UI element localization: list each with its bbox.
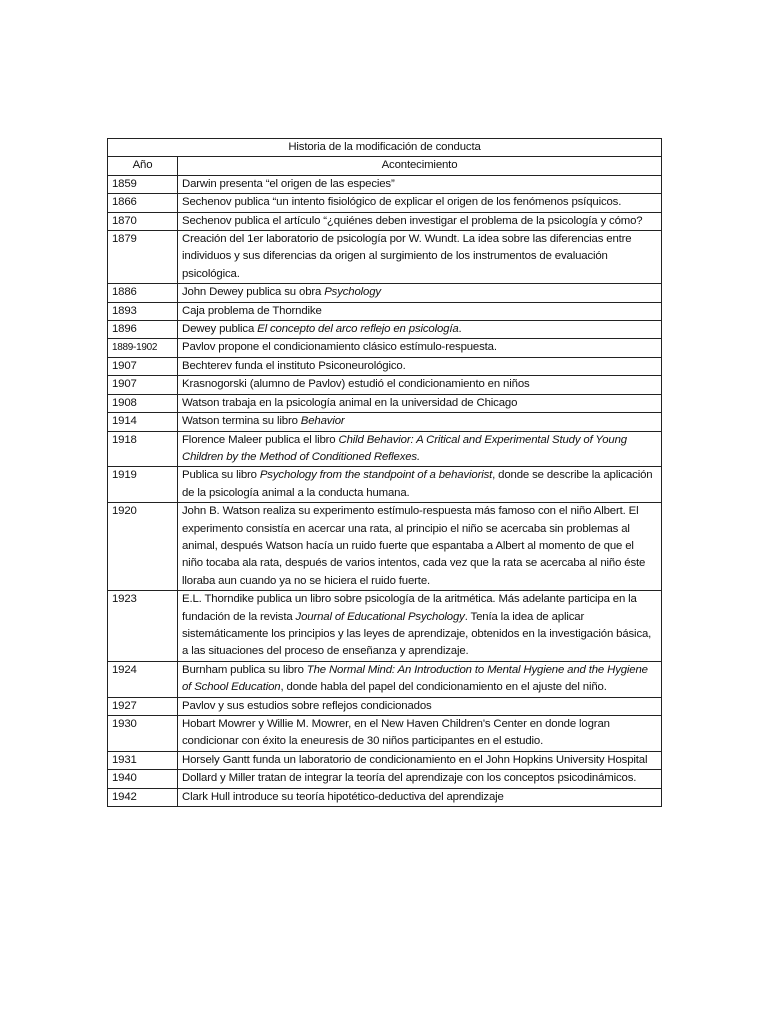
table-row	[108, 302, 662, 320]
event-cell	[178, 661, 662, 697]
event-text: Burnham publica su libro	[182, 663, 307, 676]
year-cell: 1893	[108, 302, 178, 320]
year-cell: 1866	[108, 194, 178, 212]
table-row	[108, 751, 662, 769]
table-row	[108, 212, 662, 230]
year-cell: 1870	[108, 212, 178, 230]
event-cell	[178, 339, 662, 357]
year-cell: 1920	[108, 503, 178, 591]
event-column-header: Acontecimiento	[178, 157, 662, 175]
table-row	[108, 591, 662, 662]
event-text: John B. Watson realiza su experimento estímulo-respuesta más famoso con el niño Albert. El experimento consistía en acercar una rata, al principio el niño se acercaba sin problemas al animal, después Watson hacía un ruido fuerte que espantaba a Albert al momento de que el niño tocaba ala rata, después de varios intentos, cada vez que la rata se acercaba al niño éste lloraba aun cuando ya no se hiciera el ruido fuerte.	[182, 505, 646, 587]
event-text: Watson trabaja en la psicología animal en la universidad de Chicago	[182, 396, 518, 409]
event-cell	[178, 284, 662, 302]
event-title-text: Psychology from the standpoint of a behaviorist	[259, 469, 493, 482]
year-cell: 1924	[108, 661, 178, 697]
year-cell: 1940	[108, 770, 178, 788]
table-row	[108, 284, 662, 302]
table-row	[108, 357, 662, 375]
event-text: Pavlov y sus estudios sobre reflejos condicionados	[182, 699, 432, 712]
table-row	[108, 413, 662, 431]
table-row	[108, 231, 662, 284]
year-cell: 1889-1902	[108, 339, 178, 357]
event-cell	[178, 431, 662, 467]
event-cell	[178, 175, 662, 193]
year-cell: 1931	[108, 751, 178, 769]
event-cell	[178, 212, 662, 230]
event-text: E.L. Thorndike publica un libro sobre psicología de la aritmética. Más adelante participa en la fundación de la revista	[182, 593, 637, 623]
event-cell	[178, 788, 662, 806]
event-text: .	[458, 323, 462, 336]
event-text: Darwin presenta “el origen de las especies”	[182, 177, 395, 190]
event-cell	[178, 357, 662, 375]
event-text: , donde se describe la aplicación de la psicología animal a la conducta humana.	[182, 469, 653, 499]
year-cell: 1923	[108, 591, 178, 662]
table-row	[108, 697, 662, 715]
year-cell: 1919	[108, 467, 178, 503]
table-title: Historia de la modificación de conducta	[108, 139, 662, 157]
year-column-header: Año	[108, 157, 178, 175]
event-cell	[178, 376, 662, 394]
event-text: Krasnogorski (alumno de Pavlov) estudió el condicionamiento en niños	[182, 378, 530, 391]
year-cell: 1927	[108, 697, 178, 715]
event-title-text: The Normal Mind: An Introduction to Mental Hygiene and the Hygiene of School Education	[182, 663, 648, 694]
table-header-row	[108, 157, 662, 175]
event-cell	[178, 716, 662, 752]
event-cell	[178, 770, 662, 788]
table-row	[108, 175, 662, 193]
event-cell	[178, 503, 662, 591]
event-title-text: El concepto del arco reflejo en psicología	[257, 323, 459, 336]
year-cell: 1918	[108, 431, 178, 467]
table-row	[108, 467, 662, 503]
table-row	[108, 376, 662, 394]
event-cell	[178, 231, 662, 284]
event-cell	[178, 321, 662, 339]
event-text: John Dewey publica su obra	[182, 286, 325, 299]
event-title-text: Child Behavior: A Critical and Experimental Study of Young Children by the Method of Conditioned Reflexes.	[182, 433, 627, 463]
event-title-text: Behavior	[300, 415, 345, 428]
table-row	[108, 503, 662, 591]
event-text: Dollard y Miller tratan de integrar la teoría del aprendizaje con los conceptos psicodinámicos.	[182, 772, 637, 785]
year-cell: 1907	[108, 376, 178, 394]
event-text: . Tenía la idea de aplicar sistemáticamente los principios y las leyes de aprendizaje, obtenidos en la investigación básica, a las situaciones del proceso de enseñanza y aprendizaje.	[182, 610, 652, 658]
table-row	[108, 661, 662, 697]
event-cell	[178, 194, 662, 212]
table-row	[108, 339, 662, 357]
event-text: Dewey publica	[182, 323, 258, 336]
event-cell	[178, 751, 662, 769]
event-text: Florence Maleer publica el libro	[182, 433, 339, 446]
table-title-row	[108, 139, 662, 157]
event-text: Watson termina su libro	[182, 415, 301, 428]
event-cell	[178, 394, 662, 412]
event-cell	[178, 413, 662, 431]
event-text: Clark Hull introduce su teoría hipotético-deductiva del aprendizaje	[182, 790, 504, 803]
table-row	[108, 194, 662, 212]
table-body	[108, 175, 662, 806]
event-text: Hobart Mowrer y Willie M. Mowrer, en el New Haven Children's Center en donde logran condicionar con éxito la eneuresis de 30 niños participantes en el estudio.	[182, 718, 610, 748]
event-cell	[178, 467, 662, 503]
history-table	[107, 138, 662, 807]
event-cell	[178, 302, 662, 320]
year-cell: 1914	[108, 413, 178, 431]
year-cell: 1930	[108, 716, 178, 752]
event-text: Sechenov publica el artículo “¿quiénes deben investigar el problema de la psicología y cómo?	[182, 214, 643, 227]
table-row	[108, 431, 662, 467]
event-text: , donde habla del papel del condicionamiento en el ajuste del niño.	[280, 681, 607, 694]
year-cell: 1907	[108, 357, 178, 375]
event-cell	[178, 697, 662, 715]
table-row	[108, 321, 662, 339]
year-cell: 1896	[108, 321, 178, 339]
event-cell	[178, 591, 662, 662]
event-text: Horsely Gantt funda un laboratorio de condicionamiento en el John Hopkins University Hospital	[182, 753, 648, 766]
year-cell: 1859	[108, 175, 178, 193]
event-text: Sechenov publica “un intento fisiológico de explicar el origen de los fenómenos psíquicos.	[182, 196, 622, 209]
event-text: Pavlov propone el condicionamiento clásico estímulo-respuesta.	[182, 341, 497, 354]
table-row	[108, 770, 662, 788]
year-cell: 1942	[108, 788, 178, 806]
year-cell: 1908	[108, 394, 178, 412]
table-row	[108, 394, 662, 412]
year-cell: 1886	[108, 284, 178, 302]
event-text: Creación del 1er laboratorio de psicología por W. Wundt. La idea sobre las diferencias entre individuos y sus diferencias da origen al surgimiento de los instrumentos de evaluación psicológica.	[182, 233, 632, 280]
table-row	[108, 716, 662, 752]
event-title-text: Psychology	[324, 286, 381, 299]
event-text: Caja problema de Thorndike	[182, 304, 322, 317]
year-cell: 1879	[108, 231, 178, 284]
table-row	[108, 788, 662, 806]
event-title-text: Journal of Educational Psychology	[295, 610, 465, 623]
event-text: Bechterev funda el instituto Psiconeurológico.	[182, 359, 406, 372]
event-text: Publica su libro	[182, 469, 260, 482]
